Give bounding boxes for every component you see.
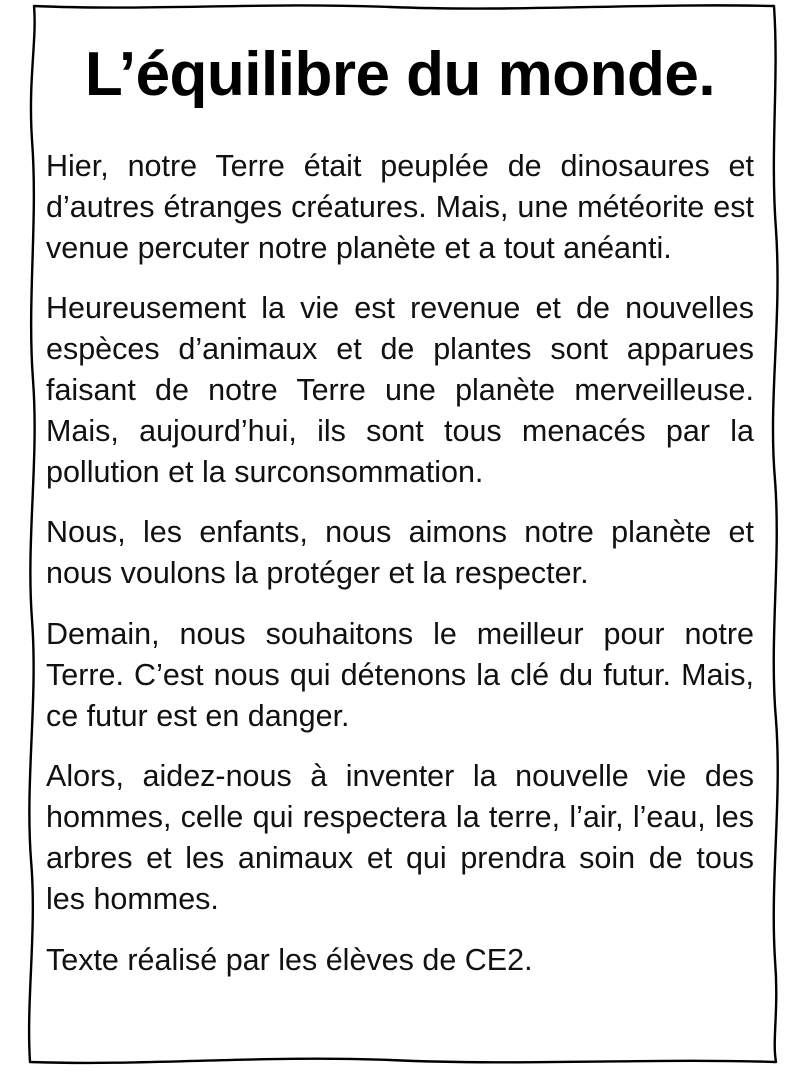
paragraph-3: Nous, les enfants, nous aimons notre planète et nous voulons la protéger et la respecter. [46,515,754,591]
paragraph-5: Alors, aidez-nous à inventer la nouvelle vie des hommes, celle qui respectera la terre, l’air, l’eau, les arbres et les animaux et qui prendra soin de tous les hommes. [46,759,754,916]
document-body [46,32,754,980]
paragraph-2: Heureusement la vie est revenue et de nouvelles espèces d’animaux et de plantes sont apparues faisant de notre Terre une planète merveilleuse. Mais, aujourd’hui, ils sont tous menacés par la pollution et la surconsommation. [46,291,754,489]
document-title: L’équilibre du monde. [84,40,716,109]
paragraph-4: Demain, nous souhaitons le meilleur pour notre Terre. C’est nous qui détenons la clé du futur. Mais, ce futur est en danger. [46,616,754,733]
credit-line: Texte réalisé par les élèves de CE2. [46,942,533,977]
paragraph-1: Hier, notre Terre était peuplée de dinosaures et d’autres étranges créatures. Mais, une météorite est venue percuter notre planète et a tout anéanti. [46,149,754,265]
